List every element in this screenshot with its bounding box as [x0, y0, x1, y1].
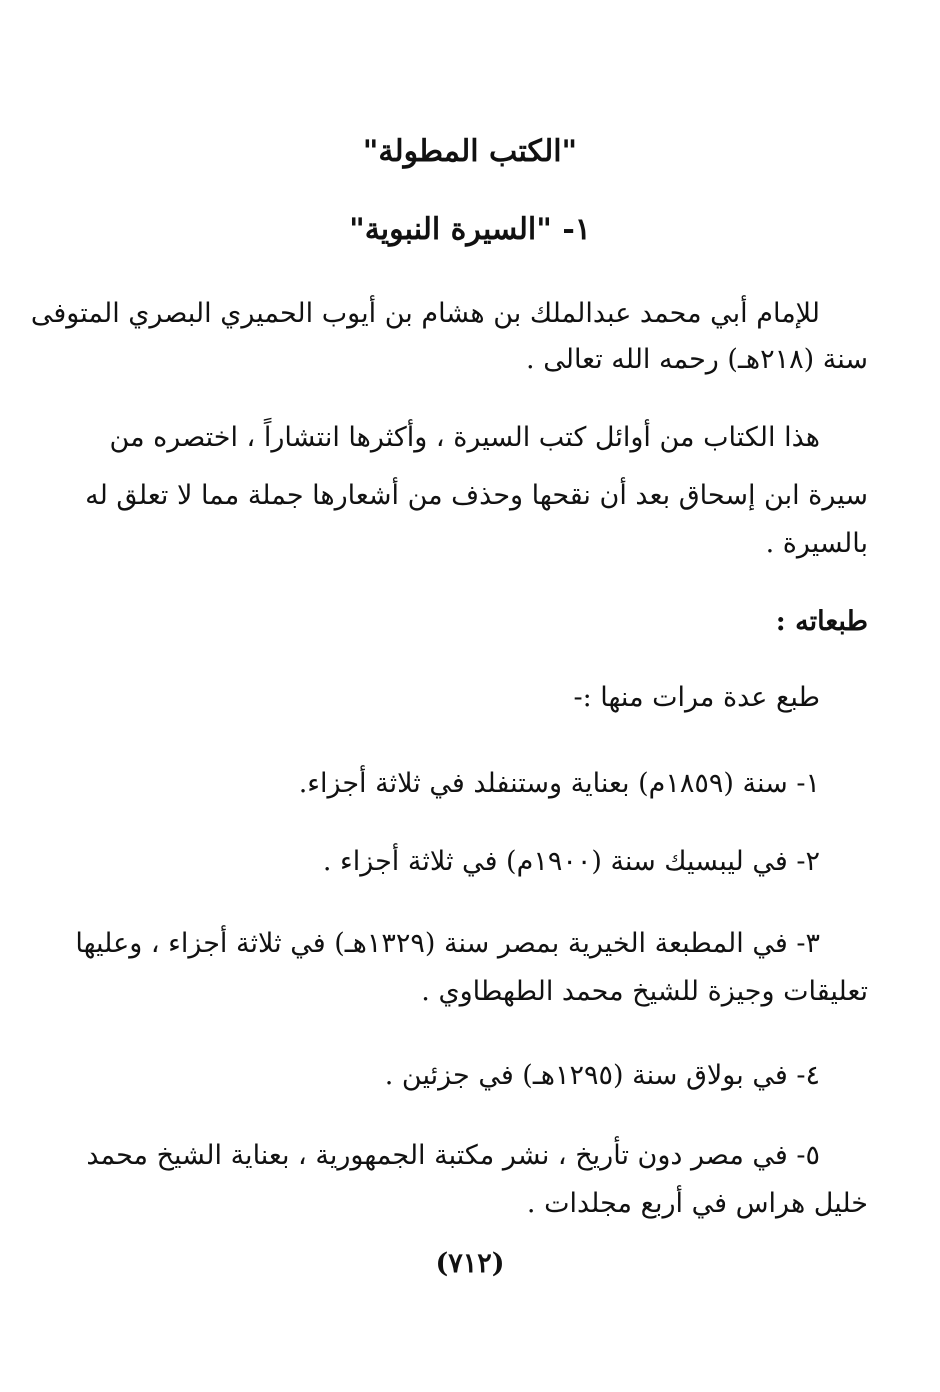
editions-intro: طبع عدة مرات منها :- [573, 682, 820, 713]
edition-item-1: ١- سنة (١٨٥٩م) بعناية وستنفلد في ثلاثة أجزاء. [298, 768, 820, 799]
description-line-3: بالسيرة . [765, 528, 868, 559]
edition-item-3-line-2: تعليقات وجيزة للشيخ محمد الطهطاوي . [421, 976, 868, 1007]
edition-item-5-line-2: خليل هراس في أربع مجلدات . [526, 1188, 868, 1219]
author-line-1: للإمام أبي محمد عبدالملك بن هشام بن أيوب الحميري البصري المتوفى [30, 298, 820, 329]
edition-item-3-line-1: ٣- في المطبعة الخيرية بمصر سنة (١٣٢٩هـ) في ثلاثة أجزاء ، وعليها [75, 928, 820, 959]
author-line-2: سنة (٢١٨هـ) رحمه الله تعالى . [526, 344, 868, 375]
description-line-1: هذا الكتاب من أوائل كتب السيرة ، وأكثرها انتشاراً ، اختصره من [109, 422, 820, 453]
edition-item-5-line-1: ٥- في مصر دون تأريخ ، نشر مكتبة الجمهورية ، بعناية الشيخ محمد [86, 1140, 820, 1171]
edition-item-4: ٤- في بولاق سنة (١٢٩٥هـ) في جزئين . [384, 1060, 820, 1091]
page-number: (٧١٢) [435, 1248, 505, 1279]
book-heading: ١- "السيرة النبوية" [349, 212, 591, 247]
description-line-2: سيرة ابن إسحاق بعد أن نقحها وحذف من أشعارها جملة مما لا تعلق له [85, 480, 868, 511]
editions-heading: طبعاته : [775, 606, 868, 637]
section-title: "الكتب المطولة" [362, 134, 578, 169]
edition-item-2: ٢- في ليبسيك سنة (١٩٠٠م) في ثلاثة أجزاء . [322, 846, 820, 877]
